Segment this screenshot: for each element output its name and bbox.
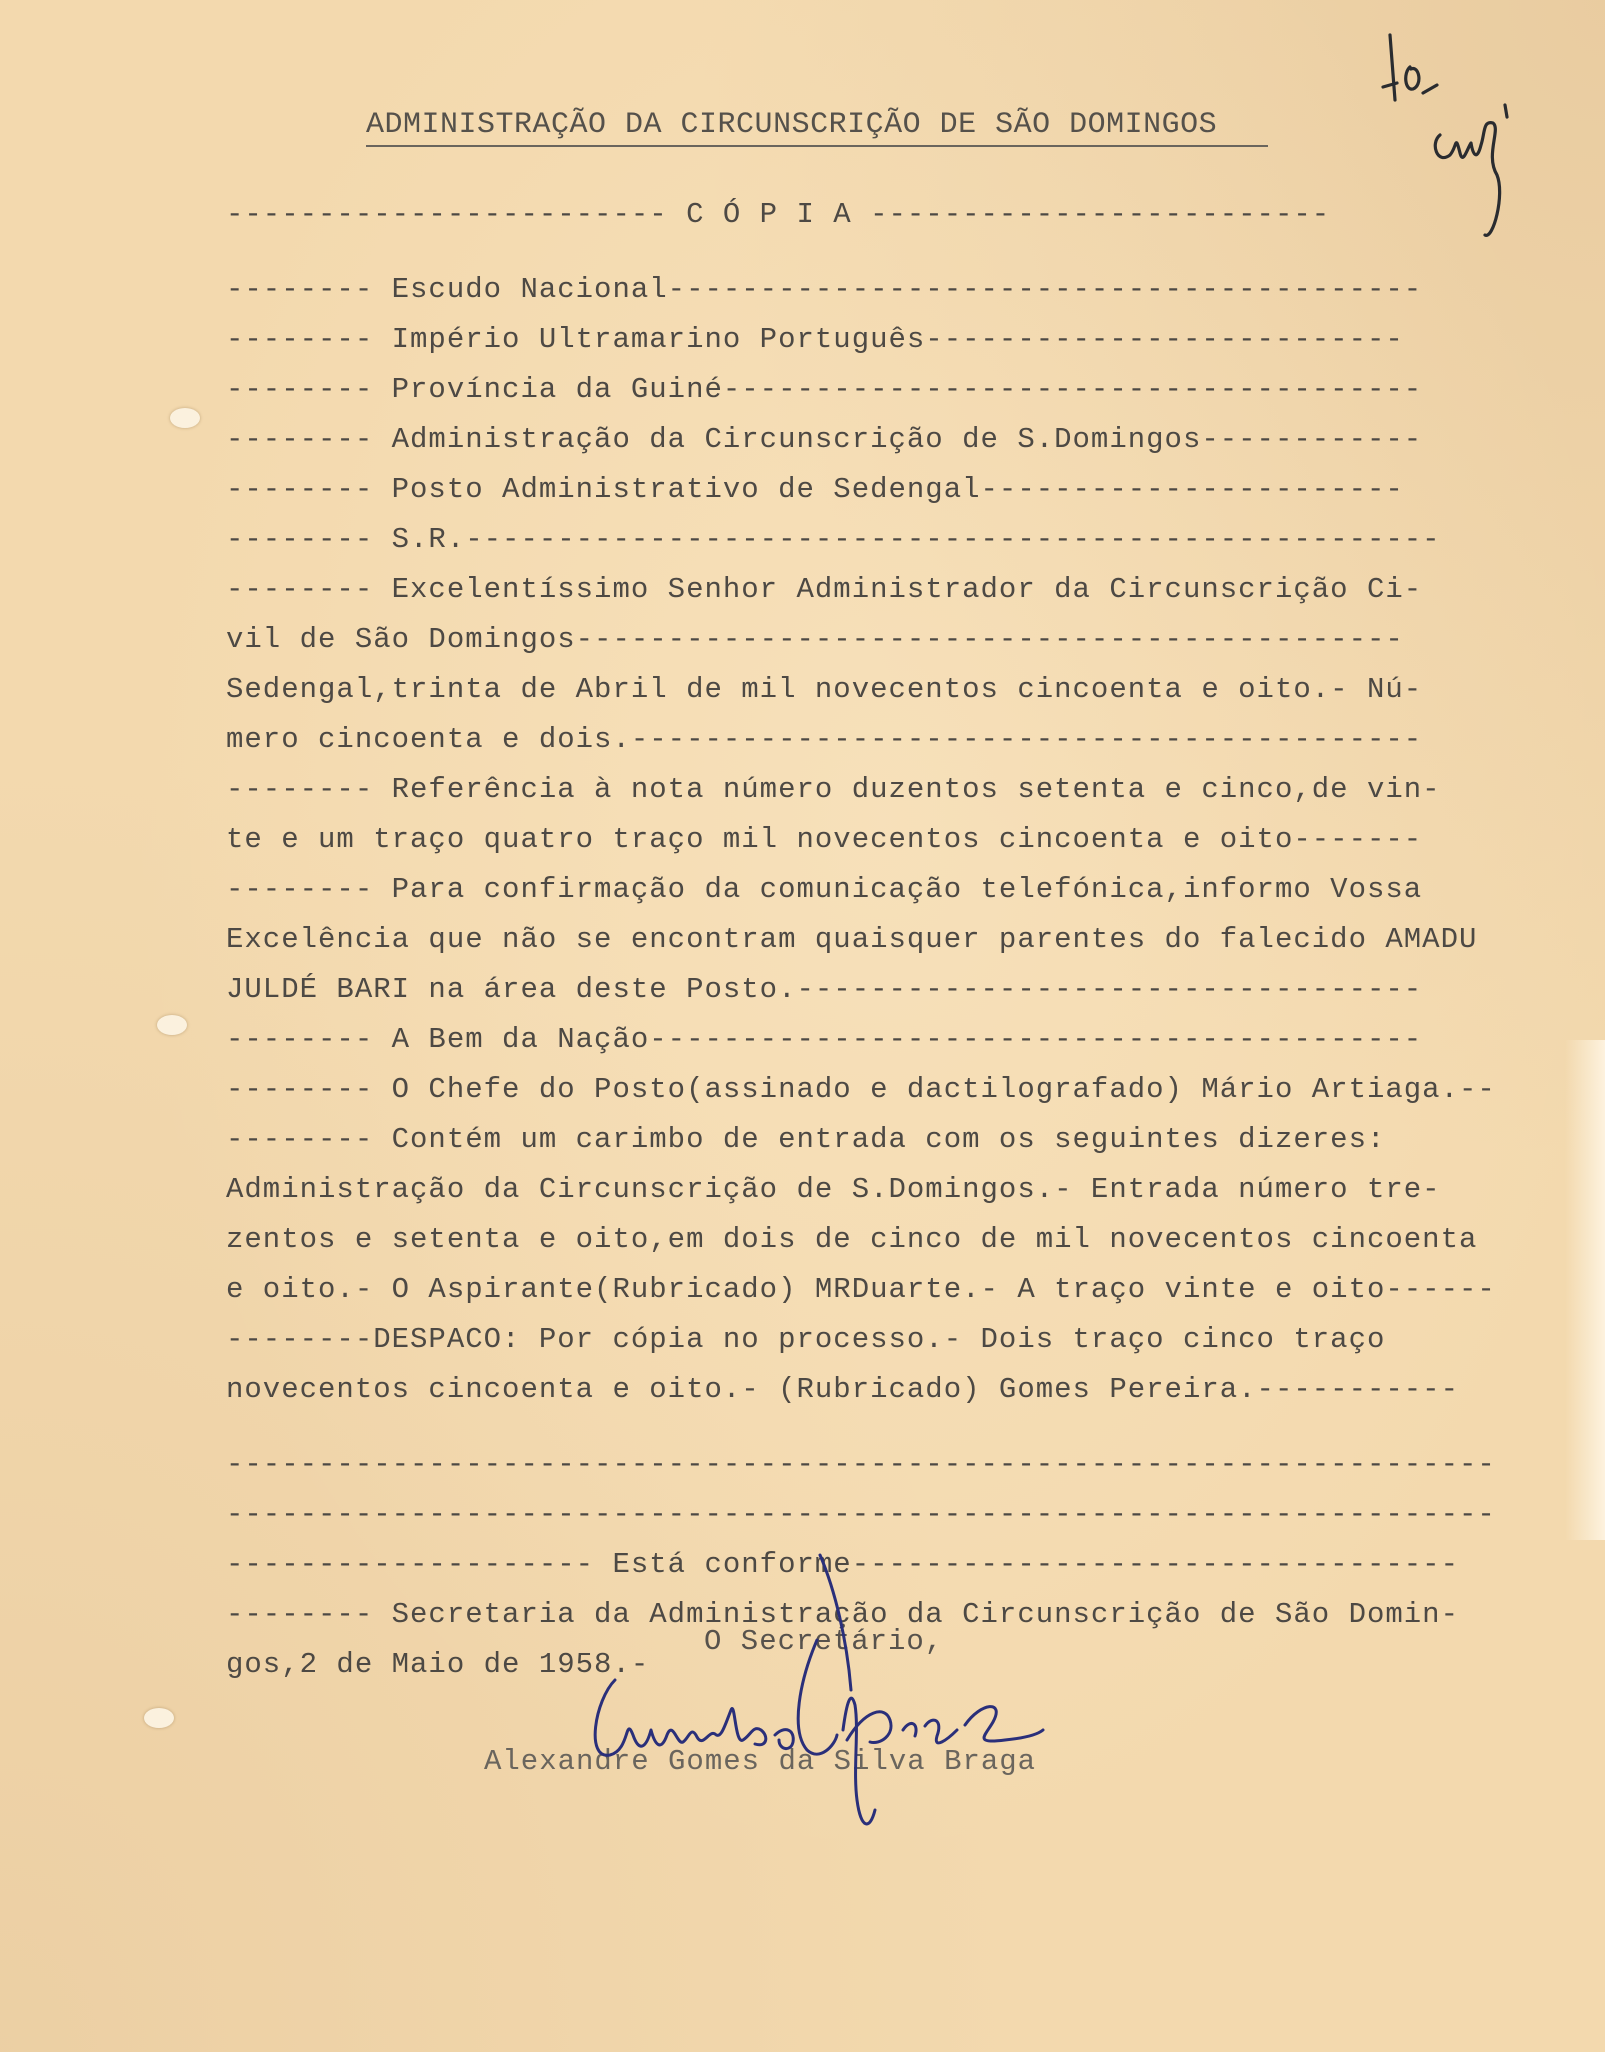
signer-name: Alexandre Gomes da Silva Braga xyxy=(484,1745,1037,1778)
document-body xyxy=(226,190,1605,1690)
body-line: -------- S.R.----------------------------------------------------- xyxy=(226,523,1441,556)
punch-hole-top xyxy=(170,408,200,428)
body-line: -------- Escudo Nacional----------------------------------------- xyxy=(226,273,1423,306)
punch-hole-middle xyxy=(157,1015,187,1035)
body-line: Excelência que não se encontram quaisquer parentes do falecido AMADU xyxy=(226,923,1478,956)
certification-line: -------------------- Está conforme--------------------------------- xyxy=(226,1548,1459,1581)
body-line: -------- Administração da Circunscrição de S.Domingos------------ xyxy=(226,423,1423,456)
body-line: -------- Província da Guiné-------------------------------------- xyxy=(226,373,1423,406)
date-line: gos,2 de Maio de 1958.- xyxy=(226,1648,650,1681)
punch-hole-bottom xyxy=(144,1708,174,1728)
body-line: -------- O Chefe do Posto(assinado e dactilografado) Mário Artiaga.-- xyxy=(226,1073,1496,1106)
body-line: e oito.- O Aspirante(Rubricado) MRDuarte.- A traço vinte e oito------ xyxy=(226,1273,1496,1306)
spacer xyxy=(226,1415,1605,1440)
separator-line: --------------------------------------------------------------------- xyxy=(226,1448,1496,1481)
body-line: zentos e setenta e oito,em dois de cinco de mil novecentos cincoenta xyxy=(226,1223,1478,1256)
body-line: -------- Excelentíssimo Senhor Administrador da Circunscrição Ci- xyxy=(226,573,1423,606)
body-line: -------- Posto Administrativo de Sedengal----------------------- xyxy=(226,473,1404,506)
document-header: ADMINISTRAÇÃO DA CIRCUNSCRIÇÃO DE SÃO DOMINGOS xyxy=(366,108,1218,142)
body-line: mero cincoenta e dois.------------------------------------------- xyxy=(226,723,1423,756)
body-line: vil de São Domingos--------------------------------------------- xyxy=(226,623,1404,656)
body-line: -------- Contém um carimbo de entrada com os seguintes dizeres: xyxy=(226,1123,1386,1156)
body-line: -------- A Bem da Nação------------------------------------------ xyxy=(226,1023,1423,1056)
body-line: te e um traço quatro traço mil novecentos cincoenta e oito------- xyxy=(226,823,1423,856)
body-line: -------- Referência à nota número duzentos setenta e cinco,de vin- xyxy=(226,773,1441,806)
body-line: Sedengal,trinta de Abril de mil novecentos cincoenta e oito.- Nú- xyxy=(226,673,1423,706)
body-line: -------- Secretaria da Administração da Circunscrição de São Domin- xyxy=(226,1598,1459,1631)
handwritten-signature xyxy=(585,1530,1125,1830)
body-line: --------DESPACO: Por cópia no processo.- Dois traço cinco traço xyxy=(226,1323,1386,1356)
body-line: novecentos cincoenta e oito.- (Rubricado) Gomes Pereira.----------- xyxy=(226,1373,1459,1406)
separator-line: --------------------------------------------------------------------- xyxy=(226,1498,1496,1531)
spacer xyxy=(226,240,1605,265)
header-underline xyxy=(366,145,1268,147)
copy-banner: ------------------------ C Ó P I A ------------------------- xyxy=(226,198,1331,231)
body-line: -------- Para confirmação da comunicação telefónica,informo Vossa xyxy=(226,873,1423,906)
signer-title: O Secretário, xyxy=(704,1625,944,1658)
body-line: JULDÉ BARI na área deste Posto.---------------------------------- xyxy=(226,973,1423,1006)
body-line: Administração da Circunscrição de S.Domingos.- Entrada número tre- xyxy=(226,1173,1441,1206)
body-line: -------- Império Ultramarino Português-------------------------- xyxy=(226,323,1404,356)
